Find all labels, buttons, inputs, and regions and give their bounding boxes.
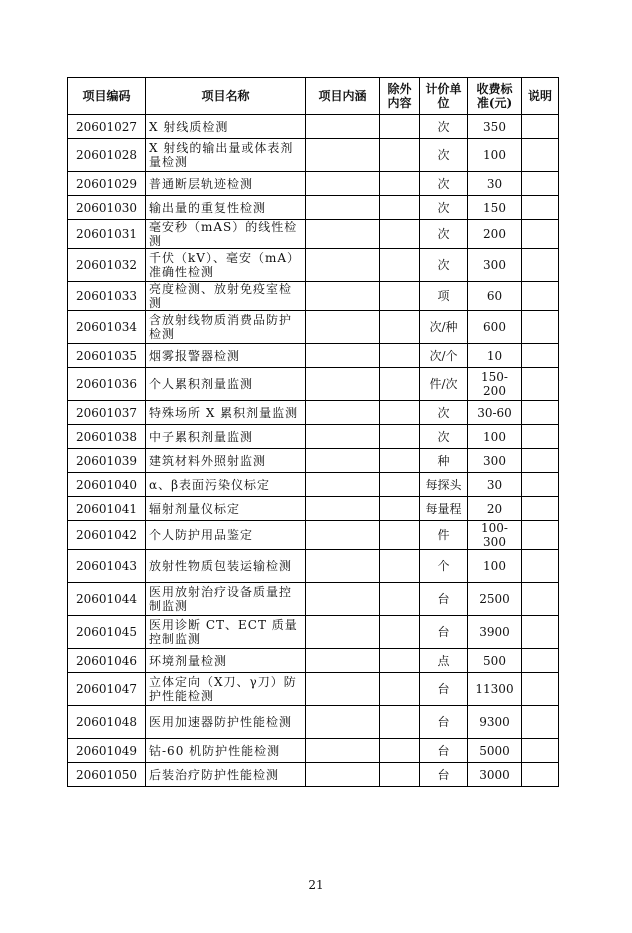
header-price: 收费标准(元) (468, 78, 522, 115)
cell-unit: 件 (420, 521, 468, 550)
cell-content (306, 115, 380, 139)
cell-exclude (380, 649, 420, 673)
cell-unit: 台 (420, 706, 468, 739)
cell-unit: 台 (420, 583, 468, 616)
table-row (68, 583, 559, 616)
cell-note (522, 473, 559, 497)
cell-unit: 次 (420, 249, 468, 282)
cell-code: 20601034 (68, 311, 146, 344)
cell-exclude (380, 739, 420, 763)
cell-price: 3000 (468, 763, 522, 787)
cell-exclude (380, 115, 420, 139)
table-row (68, 550, 559, 583)
header-content: 项目内涵 (306, 78, 380, 115)
cell-content (306, 473, 380, 497)
cell-name: α、β表面污染仪标定 (146, 473, 306, 497)
cell-content (306, 368, 380, 401)
cell-code: 20601033 (68, 282, 146, 311)
cell-price: 200 (468, 220, 522, 249)
cell-content (306, 763, 380, 787)
cell-name: 放射性物质包装运输检测 (146, 550, 306, 583)
cell-exclude (380, 196, 420, 220)
cell-note (522, 220, 559, 249)
cell-price: 30-60 (468, 401, 522, 425)
cell-code: 20601031 (68, 220, 146, 249)
cell-name: 建筑材料外照射监测 (146, 449, 306, 473)
cell-name: 亮度检测、放射免疫室检测 (146, 282, 306, 311)
header-note: 说明 (522, 78, 559, 115)
cell-unit: 项 (420, 282, 468, 311)
cell-unit: 次 (420, 196, 468, 220)
cell-exclude (380, 139, 420, 172)
cell-content (306, 196, 380, 220)
table-row (68, 616, 559, 649)
cell-code: 20601027 (68, 115, 146, 139)
page-number: 21 (308, 878, 324, 892)
cell-unit: 次 (420, 172, 468, 196)
cell-name: 医用加速器防护性能检测 (146, 706, 306, 739)
cell-exclude (380, 311, 420, 344)
cell-unit: 个 (420, 550, 468, 583)
cell-unit: 台 (420, 673, 468, 706)
cell-note (522, 425, 559, 449)
cell-price: 100 (468, 139, 522, 172)
cell-price: 300 (468, 449, 522, 473)
cell-code: 20601040 (68, 473, 146, 497)
cell-content (306, 344, 380, 368)
cell-name: 含放射线物质消费品防护检测 (146, 311, 306, 344)
cell-content (306, 497, 380, 521)
cell-content (306, 449, 380, 473)
table-row (68, 115, 559, 139)
cell-note (522, 344, 559, 368)
cell-content (306, 706, 380, 739)
cell-name: 烟雾报警器检测 (146, 344, 306, 368)
cell-price: 11300 (468, 673, 522, 706)
cell-code: 20601028 (68, 139, 146, 172)
cell-note (522, 616, 559, 649)
cell-exclude (380, 550, 420, 583)
cell-exclude (380, 763, 420, 787)
cell-unit: 台 (420, 739, 468, 763)
cell-note (522, 249, 559, 282)
cell-code: 20601050 (68, 763, 146, 787)
fee-table (67, 77, 559, 787)
cell-content (306, 282, 380, 311)
cell-code: 20601041 (68, 497, 146, 521)
cell-content (306, 172, 380, 196)
cell-exclude (380, 344, 420, 368)
cell-content (306, 220, 380, 249)
cell-name: 立体定向（X刀、γ刀）防护性能检测 (146, 673, 306, 706)
cell-code: 20601049 (68, 739, 146, 763)
cell-name: 千伏（kV）、毫安（mA）准确性检测 (146, 249, 306, 282)
cell-content (306, 673, 380, 706)
cell-price: 2500 (468, 583, 522, 616)
cell-note (522, 673, 559, 706)
cell-code: 20601032 (68, 249, 146, 282)
cell-name: 个人防护用品鉴定 (146, 521, 306, 550)
cell-price: 30 (468, 172, 522, 196)
cell-unit: 台 (420, 763, 468, 787)
cell-price: 150-200 (468, 368, 522, 401)
cell-price: 100 (468, 550, 522, 583)
cell-unit: 次 (420, 139, 468, 172)
cell-name: 医用放射治疗设备质量控制监测 (146, 583, 306, 616)
table-row (68, 282, 559, 311)
cell-note (522, 739, 559, 763)
cell-note (522, 449, 559, 473)
cell-exclude (380, 249, 420, 282)
cell-code: 20601042 (68, 521, 146, 550)
cell-exclude (380, 521, 420, 550)
cell-price: 20 (468, 497, 522, 521)
cell-code: 20601046 (68, 649, 146, 673)
header-code: 项目编码 (68, 78, 146, 115)
cell-exclude (380, 425, 420, 449)
cell-name: 辐射剂量仪标定 (146, 497, 306, 521)
cell-content (306, 616, 380, 649)
table-row (68, 220, 559, 249)
cell-price: 100 (468, 425, 522, 449)
cell-code: 20601036 (68, 368, 146, 401)
cell-code: 20601044 (68, 583, 146, 616)
cell-name: 环境剂量检测 (146, 649, 306, 673)
cell-note (522, 282, 559, 311)
cell-exclude (380, 673, 420, 706)
cell-price: 500 (468, 649, 522, 673)
table-row (68, 497, 559, 521)
cell-price: 300 (468, 249, 522, 282)
cell-content (306, 311, 380, 344)
table-row (68, 449, 559, 473)
cell-code: 20601038 (68, 425, 146, 449)
table-row (68, 249, 559, 282)
header-exclude: 除外内容 (380, 78, 420, 115)
table-row (68, 649, 559, 673)
cell-code: 20601039 (68, 449, 146, 473)
cell-price: 3900 (468, 616, 522, 649)
table-row (68, 706, 559, 739)
cell-note (522, 196, 559, 220)
cell-code: 20601048 (68, 706, 146, 739)
cell-price: 5000 (468, 739, 522, 763)
cell-price: 10 (468, 344, 522, 368)
cell-exclude (380, 401, 420, 425)
header-name: 项目名称 (146, 78, 306, 115)
cell-name: 钴-60 机防护性能检测 (146, 739, 306, 763)
cell-name: 输出量的重复性检测 (146, 196, 306, 220)
cell-name: 毫安秒（mAS）的线性检测 (146, 220, 306, 249)
cell-price: 9300 (468, 706, 522, 739)
cell-name: 后装治疗防护性能检测 (146, 763, 306, 787)
cell-code: 20601030 (68, 196, 146, 220)
cell-exclude (380, 497, 420, 521)
cell-note (522, 706, 559, 739)
table-body (68, 115, 559, 787)
cell-price: 600 (468, 311, 522, 344)
cell-exclude (380, 368, 420, 401)
cell-code: 20601043 (68, 550, 146, 583)
cell-price: 350 (468, 115, 522, 139)
cell-content (306, 649, 380, 673)
cell-unit: 每量程 (420, 497, 468, 521)
cell-note (522, 311, 559, 344)
cell-code: 20601029 (68, 172, 146, 196)
cell-content (306, 739, 380, 763)
cell-name: 普通断层轨迹检测 (146, 172, 306, 196)
cell-name: 中子累积剂量监测 (146, 425, 306, 449)
cell-unit: 次/个 (420, 344, 468, 368)
cell-content (306, 425, 380, 449)
cell-content (306, 249, 380, 282)
cell-note (522, 115, 559, 139)
cell-code: 20601035 (68, 344, 146, 368)
cell-content (306, 139, 380, 172)
table-row (68, 139, 559, 172)
cell-exclude (380, 172, 420, 196)
cell-note (522, 649, 559, 673)
cell-exclude (380, 282, 420, 311)
cell-price: 60 (468, 282, 522, 311)
cell-unit: 次 (420, 401, 468, 425)
table-row (68, 473, 559, 497)
cell-note (522, 550, 559, 583)
cell-exclude (380, 473, 420, 497)
header-unit: 计价单位 (420, 78, 468, 115)
cell-unit: 件/次 (420, 368, 468, 401)
cell-exclude (380, 706, 420, 739)
cell-code: 20601047 (68, 673, 146, 706)
cell-price: 150 (468, 196, 522, 220)
cell-note (522, 139, 559, 172)
table-row (68, 368, 559, 401)
cell-note (522, 368, 559, 401)
table-row (68, 521, 559, 550)
cell-content (306, 583, 380, 616)
cell-name: 个人累积剂量监测 (146, 368, 306, 401)
cell-note (522, 401, 559, 425)
table-row (68, 673, 559, 706)
cell-content (306, 550, 380, 583)
table-row (68, 401, 559, 425)
cell-price: 30 (468, 473, 522, 497)
cell-note (522, 172, 559, 196)
cell-note (522, 583, 559, 616)
cell-note (522, 497, 559, 521)
cell-note (522, 521, 559, 550)
table-row (68, 739, 559, 763)
table-row (68, 425, 559, 449)
cell-content (306, 521, 380, 550)
cell-unit: 次 (420, 115, 468, 139)
cell-code: 20601037 (68, 401, 146, 425)
cell-exclude (380, 220, 420, 249)
cell-unit: 次 (420, 425, 468, 449)
cell-note (522, 763, 559, 787)
cell-unit: 每探头 (420, 473, 468, 497)
cell-unit: 次/种 (420, 311, 468, 344)
cell-exclude (380, 449, 420, 473)
cell-name: X 射线质检测 (146, 115, 306, 139)
cell-code: 20601045 (68, 616, 146, 649)
cell-price: 100-300 (468, 521, 522, 550)
cell-name: X 射线的输出量或体表剂量检测 (146, 139, 306, 172)
cell-unit: 点 (420, 649, 468, 673)
cell-unit: 台 (420, 616, 468, 649)
cell-name: 医用诊断 CT、ECT 质量控制监测 (146, 616, 306, 649)
cell-exclude (380, 583, 420, 616)
cell-name: 特殊场所 X 累积剂量监测 (146, 401, 306, 425)
table-row (68, 344, 559, 368)
cell-exclude (380, 616, 420, 649)
table-header-row (68, 78, 559, 115)
cell-content (306, 401, 380, 425)
table-row (68, 763, 559, 787)
cell-unit: 次 (420, 220, 468, 249)
table-row (68, 172, 559, 196)
table-row (68, 311, 559, 344)
cell-unit: 种 (420, 449, 468, 473)
table-row (68, 196, 559, 220)
